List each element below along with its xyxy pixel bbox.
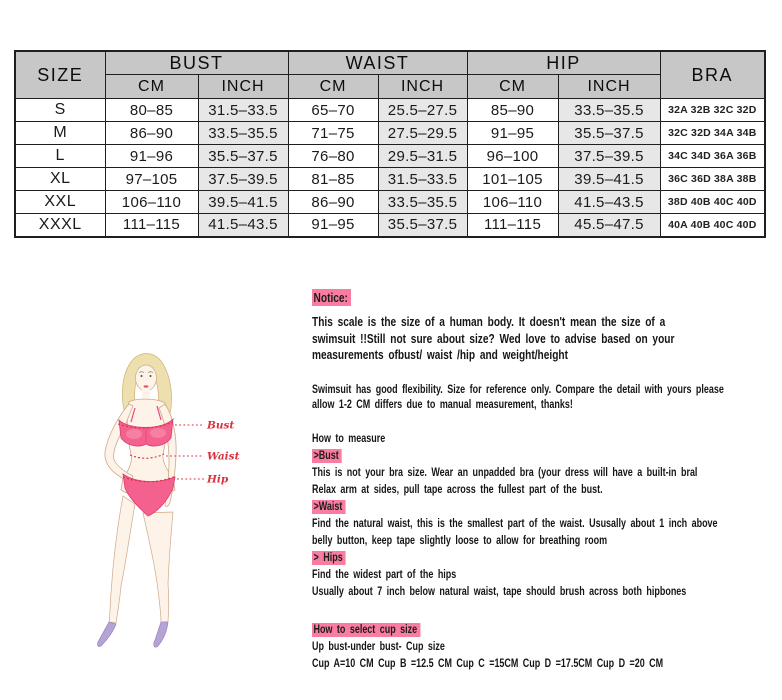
cup-size-heading-line [312,622,679,639]
bra-cell: 32A 32B 32C 32D [660,99,765,122]
hip-cm-cell: 111–115 [467,214,558,237]
subcol-hip-cm: CM [467,75,558,99]
size-cell: XL [15,168,105,191]
bust-heading-line [312,448,679,465]
subcol-bust-cm: CM [105,75,198,99]
subcol-waist-inch: INCH [378,75,467,99]
hips-line-2: Usually about 7 inch below natural waist, tape should brush across both hipbones [312,585,687,598]
flexibility-line-1: Swimsuit has good flexibility. Size for reference only. Compare the detail with yours please [312,383,724,396]
hip-inch-cell: 37.5–39.5 [558,145,660,168]
waist-cm-cell: 86–90 [288,191,378,214]
subcol-hip-inch: INCH [558,75,660,99]
bust-inch-cell: 35.5–37.5 [198,145,288,168]
size-cell: XXXL [15,214,105,237]
hips-line-1: Find the widest part of the hips [312,568,457,581]
table-row-xl [15,168,765,191]
hips-heading: > Hips [312,551,346,565]
figure-bikini-cup-right [150,428,166,438]
bust-heading: >Bust [312,449,342,463]
waist-heading: >Waist [312,500,346,514]
cup-size-heading: How to select cup size [312,623,420,637]
waist-inch-cell: 25.5–27.5 [378,99,467,122]
size-cell: XXL [15,191,105,214]
figure-waist-label: Waist [207,450,240,463]
bust-cm-cell: 97–105 [105,168,198,191]
hip-inch-cell: 33.5–35.5 [558,99,660,122]
bra-cell: 34C 34D 36A 36B [660,145,765,168]
table-row-xxl [15,191,765,214]
hip-cm-cell: 85–90 [467,99,558,122]
bust-inch-cell: 39.5–41.5 [198,191,288,214]
bust-cm-cell: 86–90 [105,122,198,145]
hip-inch-cell: 35.5–37.5 [558,122,660,145]
figure-left-leg [109,496,135,623]
hip-inch-cell: 41.5–43.5 [558,191,660,214]
waist-cm-cell: 65–70 [288,99,378,122]
figure-bikini-cup-left [126,429,142,439]
figure-right-leg [143,512,173,622]
figure-bust-label: Bust [207,419,235,432]
hip-inch-cell: 45.5–47.5 [558,214,660,237]
bust-line-2: Relax arm at sides, pull tape across the fullest part of the bust. [312,483,603,496]
bra-cell: 40A 40B 40C 40D [660,214,765,237]
size-cell: M [15,122,105,145]
cup-line-2: Cup A=10 CM Cup B =12.5 CM Cup C =15CM Cup D =17.5CM Cup D =20 CM [312,657,664,670]
table-row-s [15,99,765,122]
size-table-header [15,51,765,99]
subcol-waist-cm: CM [288,75,378,99]
waist-inch-cell: 31.5–33.5 [378,168,467,191]
waist-heading-line [312,499,679,516]
bust-inch-cell: 31.5–33.5 [198,99,288,122]
body-sketch-illustration [85,348,285,660]
waist-cm-cell: 76–80 [288,145,378,168]
notice-line-3: measurements ofbust/ waist /hip and weight/height [312,347,568,362]
bust-inch-cell: 33.5–35.5 [198,122,288,145]
waist-inch-cell: 35.5–37.5 [378,214,467,237]
bra-cell: 38D 40B 40C 40D [660,191,765,214]
col-header-size: SIZE [15,51,105,99]
how-to-measure-heading: How to measure [312,432,386,445]
col-header-bra: BRA [660,51,765,99]
figure-right-shoe [154,622,168,647]
bust-cm-cell: 91–96 [105,145,198,168]
waist-cm-cell: 71–75 [288,122,378,145]
bust-cm-cell: 111–115 [105,214,198,237]
waist-inch-cell: 29.5–31.5 [378,145,467,168]
hip-inch-cell: 39.5–41.5 [558,168,660,191]
bust-inch-cell: 41.5–43.5 [198,214,288,237]
figure-eye-left [141,375,143,377]
notice-heading-line [312,290,679,306]
bra-cell: 36C 36D 38A 38B [660,168,765,191]
table-row-l [15,145,765,168]
waist-cm-cell: 91–95 [288,214,378,237]
size-table-body [15,99,765,237]
figure-left-shoe [98,622,116,647]
bust-inch-cell: 37.5–39.5 [198,168,288,191]
bust-cm-cell: 80–85 [105,99,198,122]
size-cell: S [15,99,105,122]
figure-eye-right [150,375,152,377]
table-row-xxxl [15,214,765,237]
size-cell: L [15,145,105,168]
size-info-text [312,290,782,673]
hip-cm-cell: 106–110 [467,191,558,214]
col-header-bust: BUST [105,51,288,75]
notice-line-2: swimsuit !!Still not sure about size? Wed love to advise based on your [312,330,675,346]
notice-line-1: This scale is the size of a human body. It doesn't mean the size of a [312,314,666,329]
figure-lips [144,385,149,387]
figure-hip-label: Hip [207,473,229,486]
flexibility-line-2: allow 1-2 CM differs due to manual measurement, thanks! [312,398,573,411]
hips-heading-line [312,550,679,567]
waist-line-2: belly button, keep tape slightly loose to allow for breathing room [312,534,608,547]
col-header-hip: HIP [467,51,660,75]
waist-inch-cell: 27.5–29.5 [378,122,467,145]
col-header-waist: WAIST [288,51,467,75]
cup-line-1: Up bust-under bust- Cup size [312,640,445,653]
bra-cell: 32C 32D 34A 34B [660,122,765,145]
notice-heading: Notice: [312,289,351,306]
bust-cm-cell: 106–110 [105,191,198,214]
waist-line-1: Find the natural waist, this is the smallest part of the waist. Ususally about 1 inch above [312,517,718,530]
waist-cm-cell: 81–85 [288,168,378,191]
hip-cm-cell: 96–100 [467,145,558,168]
table-row-m [15,122,765,145]
size-table [14,50,766,238]
measurement-figure [85,348,285,660]
hip-cm-cell: 91–95 [467,122,558,145]
waist-inch-cell: 33.5–35.5 [378,191,467,214]
bust-line-1: This is not your bra size. Wear an unpadded bra (your dress will have a built-in bral [312,466,698,479]
subcol-bust-inch: INCH [198,75,288,99]
hip-cm-cell: 101–105 [467,168,558,191]
